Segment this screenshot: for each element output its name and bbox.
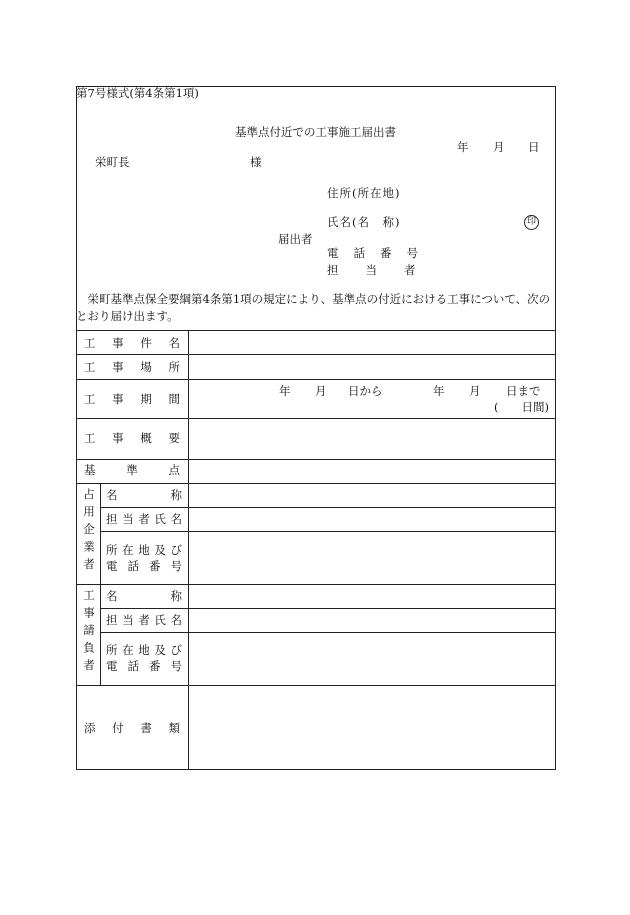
seal-mark: 印 [524,215,539,230]
notifier-person-label: 担当者 [327,263,443,277]
occupant-phone-label: 電 話 番 号 [106,559,182,573]
occupant-person-label: 担 当 者 氏 名 [106,512,182,526]
period-year: 年 [279,384,291,398]
row-label-reference-point: 基 準 点 [84,463,180,477]
period-day-until: 日まで [506,384,541,398]
period-year-end: 年 [433,384,445,398]
notifier-address-label: 住所(所在地) [327,186,401,200]
period-month: 月 [315,384,327,398]
form-number: 第7号様式(第4条第1項) [76,86,199,100]
notifier-name-label: 氏名(名 称) [327,215,401,229]
row-label-work-summary: 工 事 概 要 [84,431,180,445]
occupant-address-label: 所 在 地 及 び [106,543,182,557]
row-label-work-period: 工 事 期 間 [84,392,180,406]
period-days: ( 日間) [494,400,549,414]
period-month-end: 月 [469,384,481,398]
notifier-phone-label: 電話番号 [327,246,433,260]
date-year: 年 [457,140,469,154]
date-month: 月 [493,140,505,154]
contractor-group-label: 工事請負者 [82,589,96,677]
contractor-phone-label: 電 話 番 号 [106,659,182,673]
contractor-person-label: 担 当 者 氏 名 [106,613,182,627]
addressee-name: 栄町長 [95,155,130,169]
period-day-from: 日から [348,384,383,398]
occupant-name-label: 名 称 [106,488,182,502]
notifier-label: 届出者 [278,232,313,246]
row-label-work-name: 工 事 件 名 [84,336,180,350]
body-text: 栄町基準点保全要綱第4条第1項の規定により、基準点の付近における工事について、次のとおり届け出ます。 [76,292,551,323]
document-title: 基準点付近での工事施工届出書 [235,125,396,139]
contractor-address-label: 所 在 地 及 び [106,643,182,657]
contractor-name-label: 名 称 [106,589,182,603]
row-label-work-place: 工 事 場 所 [84,360,180,374]
row-label-attachments: 添 付 書 類 [84,721,180,735]
date-day: 日 [528,140,540,154]
addressee-honorific: 様 [250,155,262,169]
occupant-group-label: 占用企業者 [82,488,96,576]
